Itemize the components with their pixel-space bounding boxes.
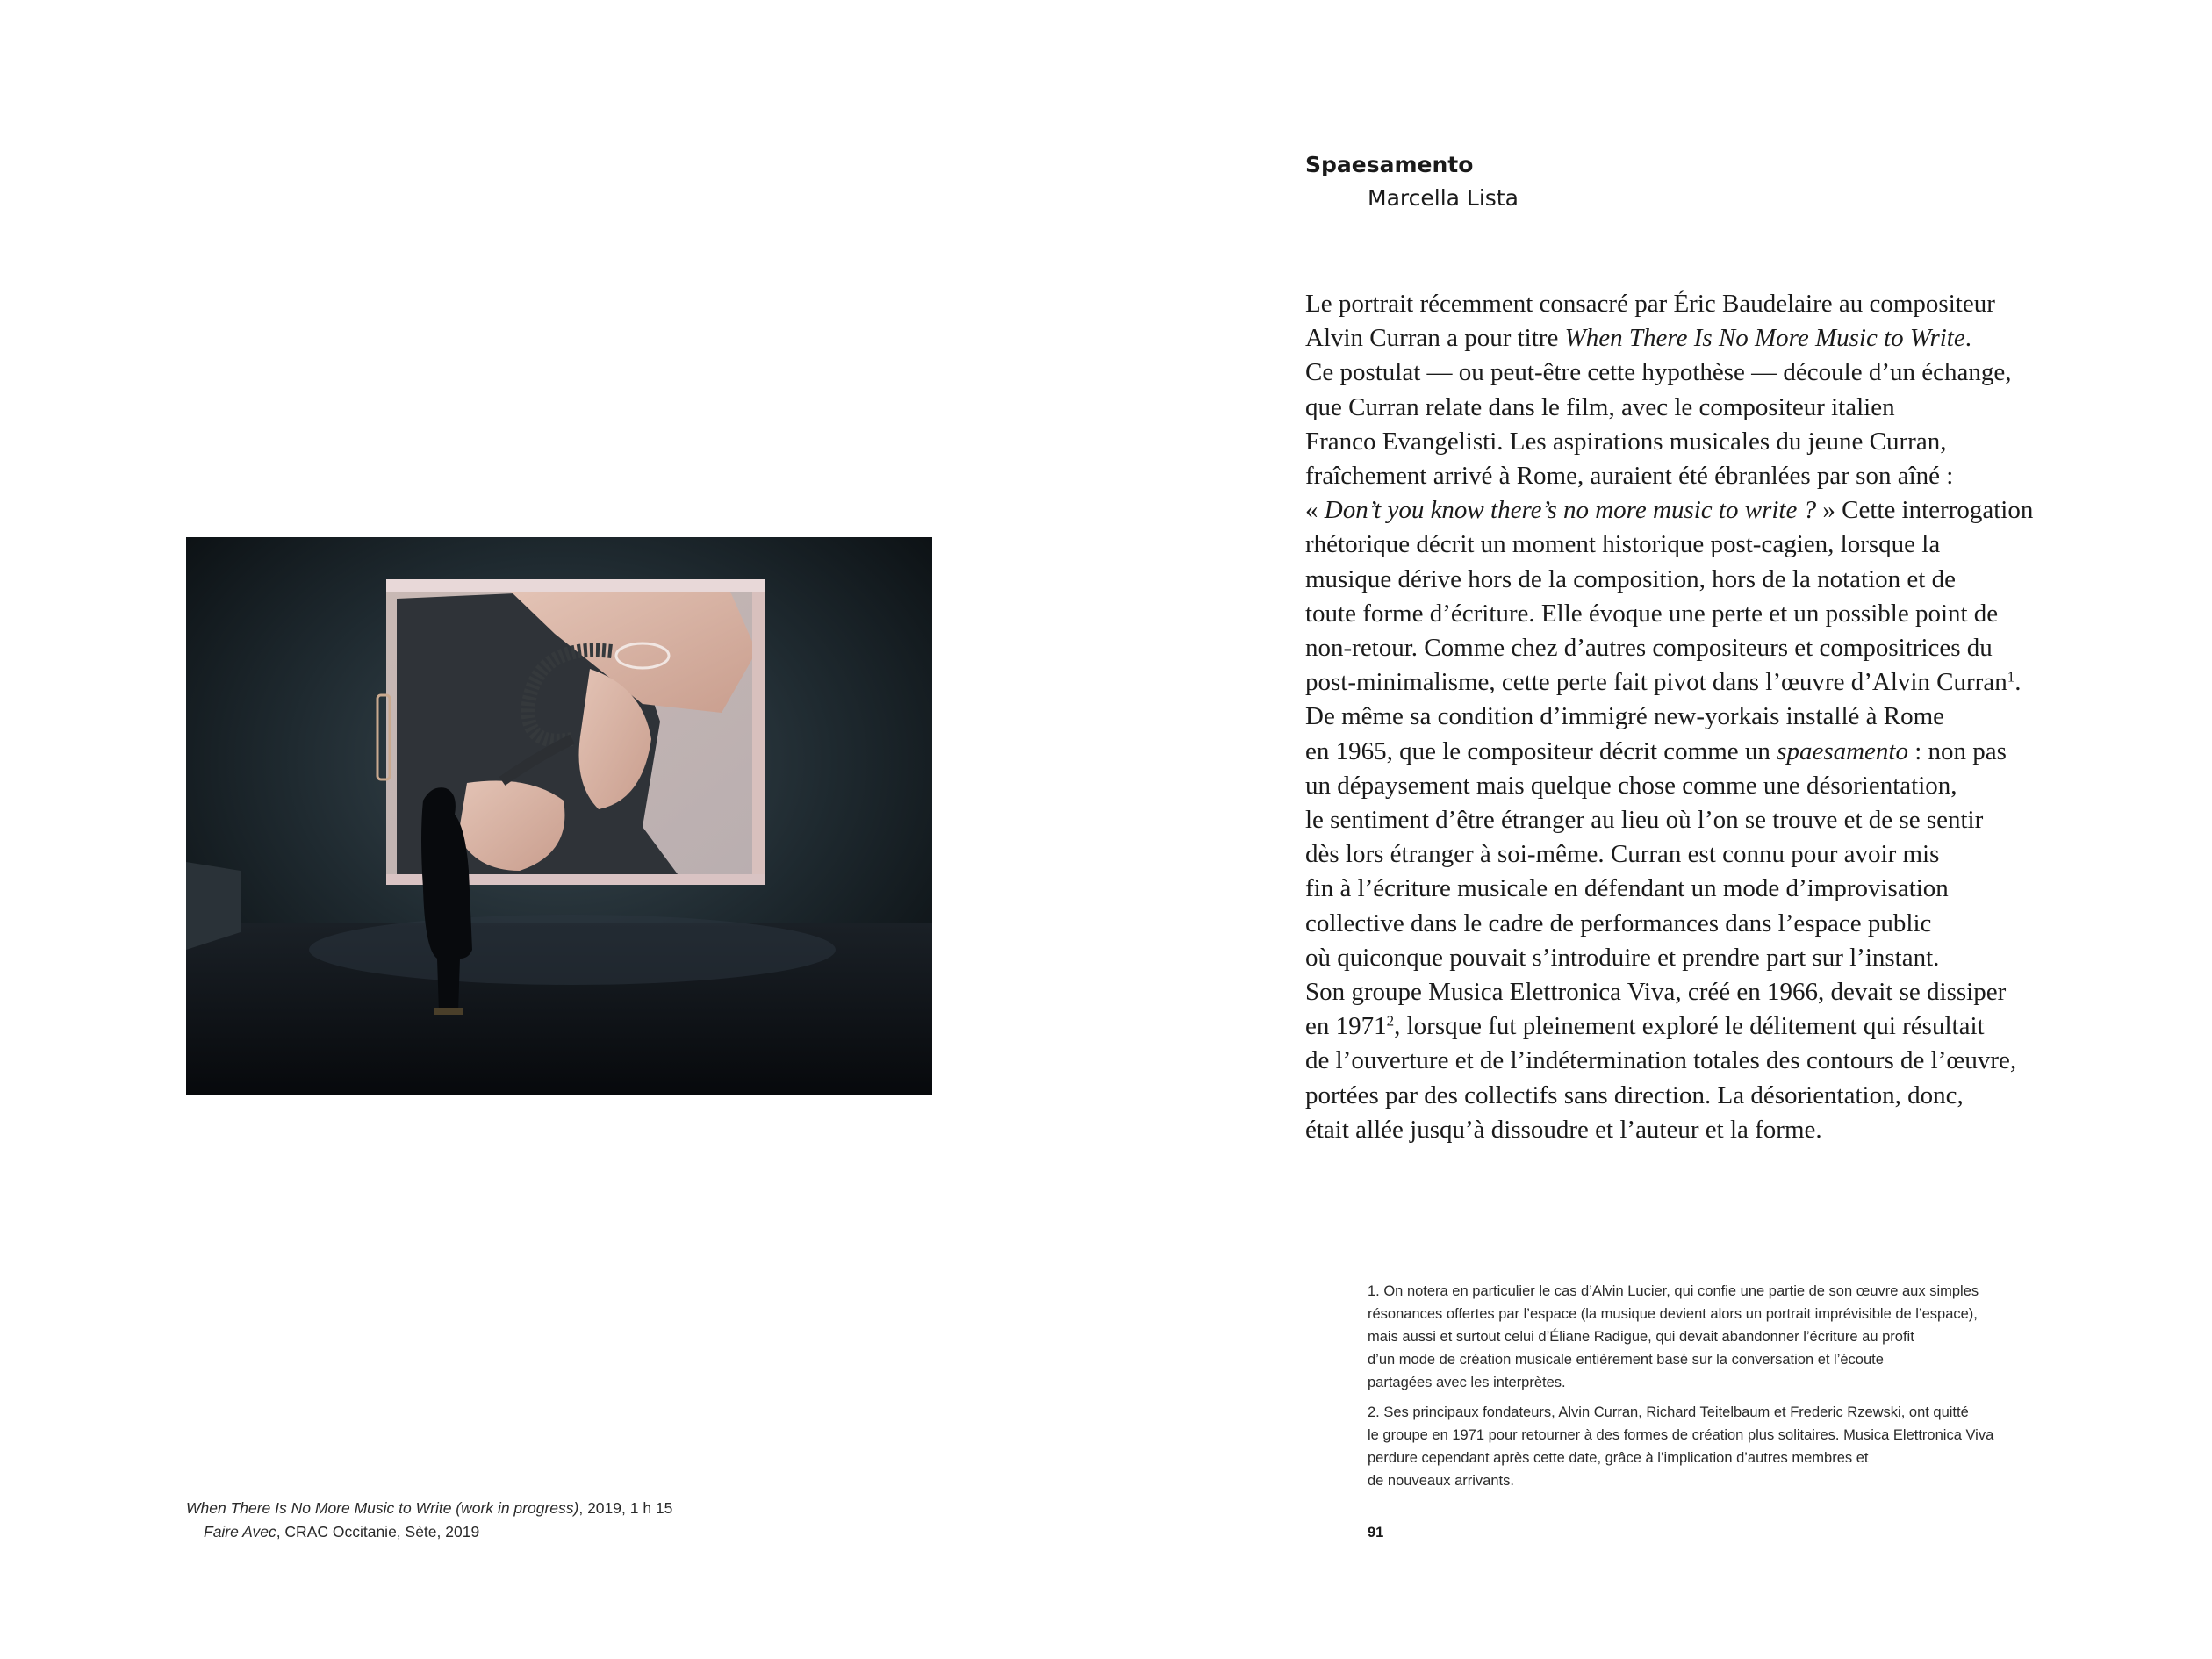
caption-work-title: When There Is No More Music to Write (work in progress) — [186, 1499, 579, 1517]
text-span: dès lors étranger à soi-même. Curran est connu pour avoir mis — [1305, 840, 1940, 869]
italic-span: When There Is No More Music to Write — [1564, 324, 1965, 353]
body-line — [1305, 735, 2095, 769]
body-line — [1305, 1044, 2095, 1078]
text-span: un dépaysement mais quelque chose comme une désorientation, — [1305, 771, 1957, 800]
text-span: . — [2014, 668, 2022, 697]
page-number: 91 — [1368, 1525, 1384, 1540]
body-line — [1305, 321, 2095, 356]
text-span: rhétorique décrit un moment historique post-cagien, lorsque la — [1305, 530, 1941, 559]
text-span: musique dérive hors de la composition, hors de la notation et de — [1305, 564, 1956, 593]
text-span: De même sa condition d’immigré new-yorkais installé à Rome — [1305, 702, 1945, 731]
footnote-ref[interactable]: 2 — [1386, 1012, 1395, 1030]
footnote-line: perdure cependant après cette date, grâce à l’implication d’autres membres et — [1368, 1450, 1869, 1466]
footnote-line: 2. Ses principaux fondateurs, Alvin Curran, Richard Teitelbaum et Frederic Rzewski, ont quitté — [1368, 1404, 1969, 1420]
text-span: fraîchement arrivé à Rome, auraient été ébranlées par son aîné : — [1305, 462, 1954, 491]
footnote-line: résonances offertes par l’espace (la musique devient alors un portrait imprévisible de l’espace), — [1368, 1306, 1978, 1322]
text-span: non-retour. Comme chez d’autres compositeurs et compositrices du — [1305, 634, 1993, 663]
body-line — [1305, 941, 2095, 975]
body-line — [1305, 425, 2095, 459]
text-span: Franco Evangelisti. Les aspirations musicales du jeune Curran, — [1305, 427, 1947, 456]
body-line — [1305, 665, 2095, 700]
text-span: Son groupe Musica Elettronica Viva, créé en 1966, devait se dissiper — [1305, 978, 2007, 1007]
body-line — [1305, 803, 2095, 837]
body-line — [1305, 528, 2095, 562]
italic-span: Don’t you know there’s no more music to write ? — [1324, 496, 1817, 525]
body-line — [1305, 1113, 2095, 1147]
body-line — [1305, 975, 2095, 1009]
text-span: , lorsque fut pleinement exploré le délitement qui résultait — [1394, 1012, 1985, 1041]
footnote-ref[interactable]: 1 — [2007, 668, 2015, 686]
text-span: Ce postulat — ou peut-être cette hypothèse — découle d’un échange, — [1305, 358, 2012, 387]
body-text — [1305, 287, 2095, 1147]
italic-span: spaesamento — [1777, 736, 1908, 765]
text-span: . — [1964, 324, 1971, 353]
body-line — [1305, 1009, 2095, 1044]
footnote-line: partagées avec les interprètes. — [1368, 1375, 1566, 1390]
article-title: Spaesamento — [1305, 152, 1474, 177]
caption-line-2 — [186, 1520, 888, 1544]
body-line — [1305, 356, 2095, 390]
body-line — [1305, 459, 2095, 493]
footnote-line: d’un mode de création musicale entièrement basé sur la conversation et l’écoute — [1368, 1352, 1884, 1368]
caption-exhibition-title: Faire Avec — [204, 1523, 276, 1540]
body-line — [1305, 1079, 2095, 1113]
caption-exhibition-details: , CRAC Occitanie, Sète, 2019 — [276, 1523, 480, 1540]
text-span: portées par des collectifs sans direction. La désorientation, donc, — [1305, 1081, 1964, 1110]
body-line — [1305, 907, 2095, 941]
body-line — [1305, 391, 2095, 425]
text-span: en 1965, que le compositeur décrit comme un — [1305, 736, 1778, 765]
body-line — [1305, 700, 2095, 734]
text-span: » Cette interrogation — [1816, 496, 2034, 525]
text-span: où quiconque pouvait s’introduire et prendre part sur l’instant. — [1305, 943, 1940, 972]
body-line — [1305, 769, 2095, 803]
text-span: toute forme d’écriture. Elle évoque une perte et un possible point de — [1305, 599, 1999, 628]
text-span: « — [1305, 496, 1325, 525]
article-author: Marcella Lista — [1368, 185, 1519, 211]
text-span: Le portrait récemment consacré par Éric Baudelaire au compositeur — [1305, 290, 1995, 318]
body-line — [1305, 287, 2095, 321]
text-span: que Curran relate dans le film, avec le compositeur italien — [1305, 392, 1895, 421]
body-line — [1305, 597, 2095, 631]
footnote-line: mais aussi et surtout celui d’Éliane Radigue, qui devait abandonner l’écriture au profit — [1368, 1329, 1914, 1345]
text-span: Alvin Curran a pour titre — [1305, 324, 1565, 353]
text-span: post-minimalisme, cette perte fait pivot dans l’œuvre d’Alvin Curran — [1305, 668, 2007, 697]
footnote-line: 1. On notera en particulier le cas d’Alvin Lucier, qui confie une partie de son œuvre aux simples — [1368, 1283, 1979, 1299]
caption-line-1 — [186, 1497, 888, 1520]
body-line — [1305, 493, 2095, 528]
footnote-line: le groupe en 1971 pour retourner à des formes de création plus solitaires. Musica Elettronica Viva — [1368, 1427, 1994, 1443]
text-span: le sentiment d’être étranger au lieu où l’on se trouve et de se sentir — [1305, 806, 1984, 835]
text-span: en 1971 — [1305, 1012, 1387, 1041]
text-span: de l’ouverture et de l’indétermination totales des contours de l’œuvre, — [1305, 1046, 2017, 1075]
footnote-2 — [1368, 1401, 2105, 1492]
body-line — [1305, 837, 2095, 872]
photo-caption — [186, 1497, 888, 1544]
body-line — [1305, 563, 2095, 597]
caption-work-details: , 2019, 1 h 15 — [578, 1499, 673, 1517]
text-span: collective dans le cadre de performances dans l’espace public — [1305, 908, 1932, 937]
text-span: fin à l’écriture musicale en défendant un mode d’improvisation — [1305, 874, 1949, 903]
footnote-line: de nouveaux arrivants. — [1368, 1473, 1514, 1489]
footnotes — [1368, 1280, 2105, 1499]
body-line — [1305, 631, 2095, 665]
text-span: : non pas — [1907, 736, 2007, 765]
text-span: était allée jusqu’à dissoudre et l’auteur et la forme. — [1305, 1115, 1822, 1144]
body-line — [1305, 872, 2095, 906]
exhibition-photo — [186, 537, 932, 1095]
footnote-1 — [1368, 1280, 2105, 1394]
